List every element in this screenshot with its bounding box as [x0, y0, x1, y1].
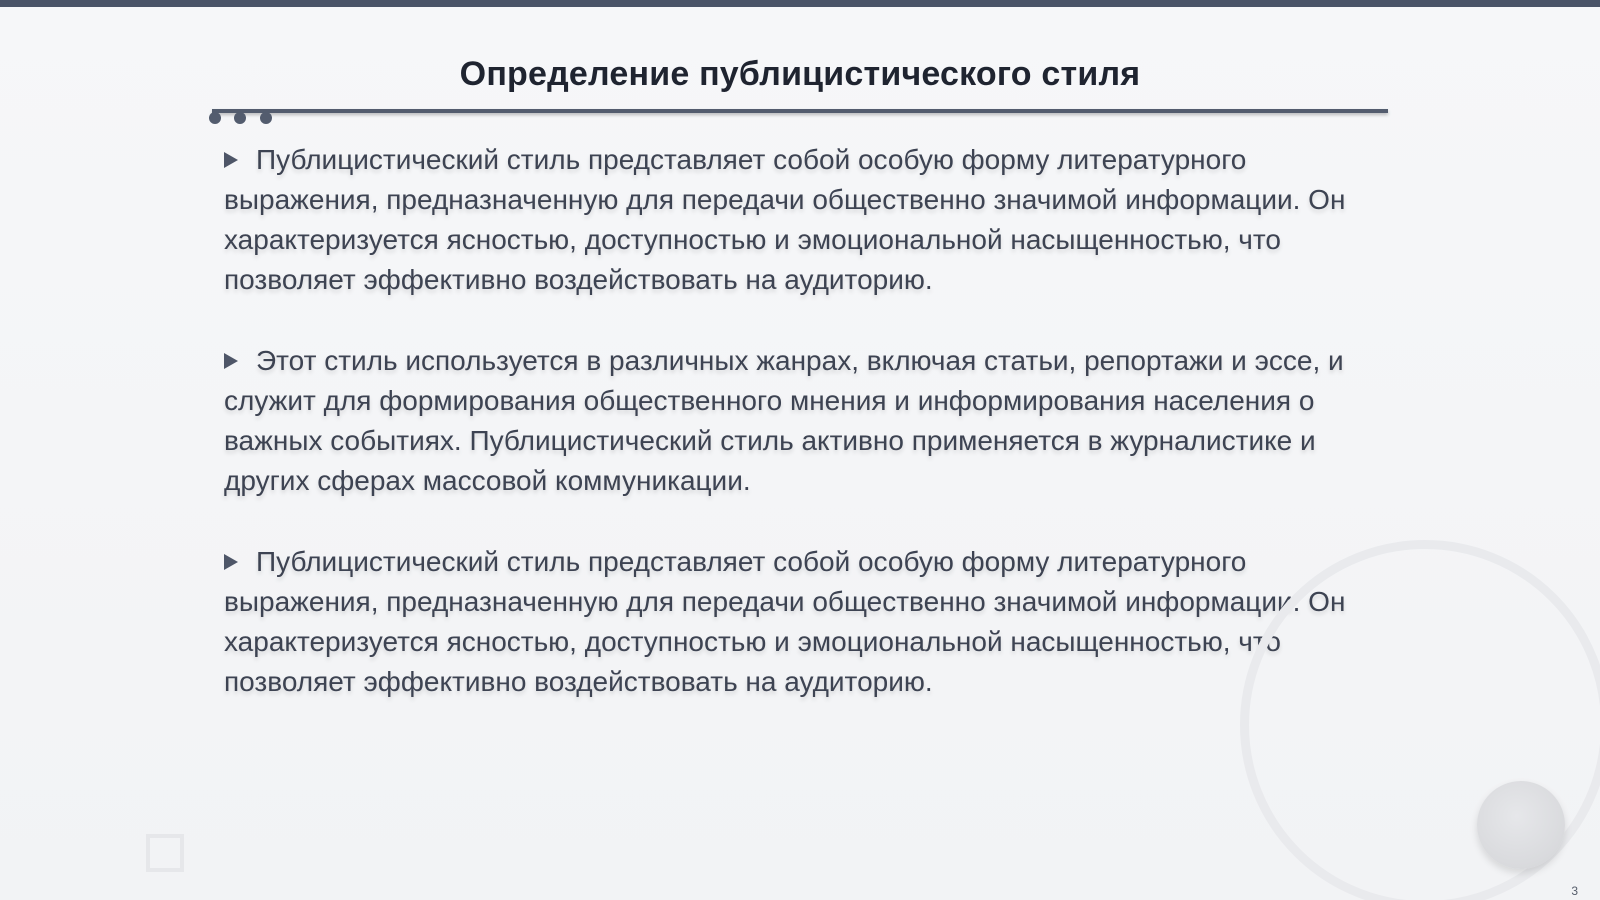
- title-dot-decoration: [209, 112, 221, 124]
- top-accent-bar: [0, 0, 1600, 7]
- decorative-disc: [1477, 781, 1565, 869]
- page-number: 3: [1571, 884, 1578, 898]
- triangle-right-icon: [224, 353, 238, 369]
- title-underline: [212, 109, 1388, 113]
- bullet-text: Этот стиль используется в различных жанрах, включая статьи, репортажи и эссе, и служит для формирования общественного мнения и информирования населения о важных событиях. Публицистический стиль активно применяется в журналистике и других сферах массовой коммуникации.: [224, 345, 1344, 496]
- bullet-list: [224, 140, 1379, 743]
- bullet-item: [224, 542, 1379, 702]
- slide-title: Определение публицистического стиля: [459, 55, 1141, 93]
- triangle-right-icon: [224, 554, 238, 570]
- bullet-text: Публицистический стиль представляет собой особую форму литературного выражения, предназначенную для передачи общественно значимой информации. Он характеризуется ясностью, доступностью и эмоциональной насыщенностью, что позволяет эффективно воздействовать на аудиторию.: [224, 546, 1346, 697]
- bullet-text: Публицистический стиль представляет собой особую форму литературного выражения, предназначенную для передачи общественно значимой информации. Он характеризуется ясностью, доступностью и эмоциональной насыщенностью, что позволяет эффективно воздействовать на аудиторию.: [224, 144, 1346, 295]
- decorative-square: [146, 834, 184, 872]
- title-dot-decoration: [260, 112, 272, 124]
- title-dot-decoration: [234, 112, 246, 124]
- bullet-item: [224, 140, 1379, 300]
- triangle-right-icon: [224, 152, 238, 168]
- bullet-item: [224, 341, 1379, 501]
